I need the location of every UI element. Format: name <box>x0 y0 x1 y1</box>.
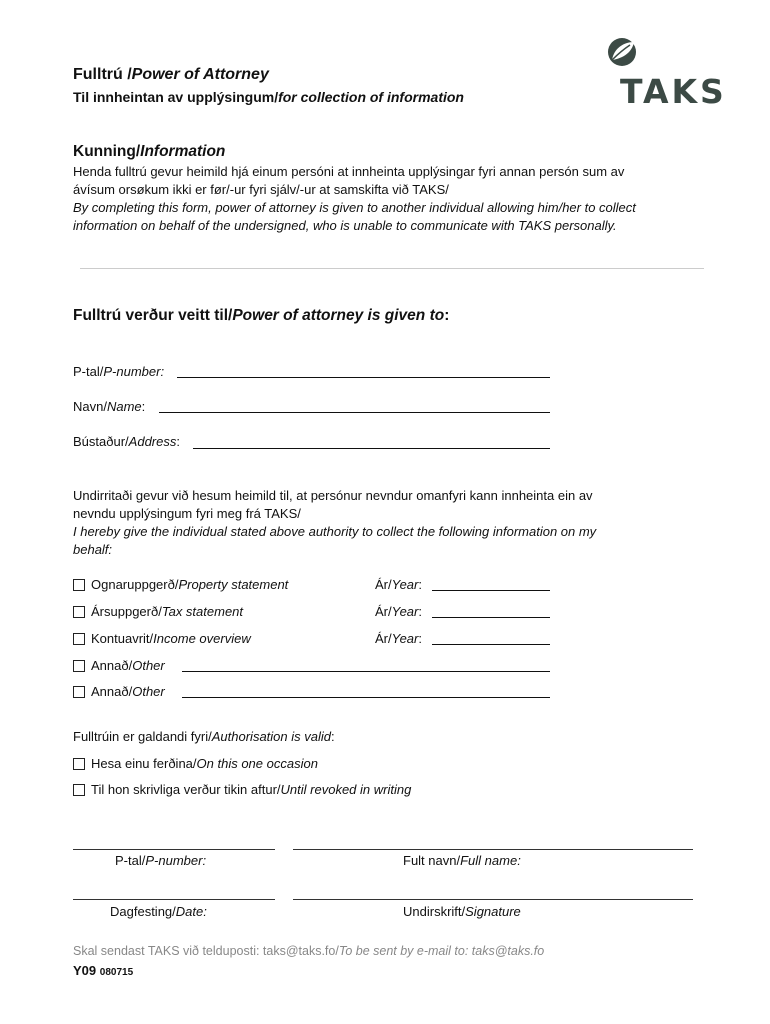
sig-signature-en: Signature <box>465 904 521 919</box>
option-other-1-is: Annað <box>91 658 129 673</box>
given-to-heading-en: Power of attorney is given to <box>232 307 445 324</box>
pnumber-field[interactable] <box>177 377 550 378</box>
year-en-1: Year <box>391 577 419 592</box>
pnumber-label-is: P-tal <box>73 364 100 379</box>
checkbox-other-1[interactable] <box>73 660 85 672</box>
option-property-en: Property statement <box>178 577 289 592</box>
info-line-3: By completing this form, power of attorney is given to another individual allowing him/her to collect <box>73 200 636 215</box>
footer-send-en: To be sent by e-mail to: taks@taks.fo <box>338 944 545 958</box>
title-en: Power of Attorney <box>131 66 269 83</box>
given-to-heading: Fulltrú verður veitt til/Power of attorney is given to: <box>73 307 450 324</box>
option-income-en: Income overview <box>153 631 251 646</box>
other-field-2[interactable] <box>182 697 550 698</box>
validity-option-2: Til hon skrivliga verður tikin aftur/Until revoked in writing <box>73 782 411 797</box>
year-is-1: Ár <box>375 577 388 592</box>
validity-label: Fulltrúin er galdandi fyri/Authorisation is valid: <box>73 729 335 744</box>
other-field-1[interactable] <box>182 671 550 672</box>
name-field[interactable] <box>159 412 550 413</box>
validity-option-1: Hesa einu ferðina/On this one occasion <box>73 756 318 771</box>
option-other-2-en: Other <box>132 684 165 699</box>
pnumber-label: P-tal/P-number: <box>73 364 165 379</box>
validity-label-is: Fulltrúin er galdandi fyri <box>73 729 209 744</box>
option-tax-is: Ársuppgerð <box>91 604 159 619</box>
option-income: Kontuavrit/Income overview <box>73 631 251 646</box>
year-is-3: Ár <box>375 631 388 646</box>
info-heading-en: Information <box>140 143 226 160</box>
checkbox-property[interactable] <box>73 579 85 591</box>
info-line-4: information on behalf of the undersigned, who is unable to communicate with TAKS personally. <box>73 218 617 233</box>
year-label-1: Ár/Year: <box>375 577 422 592</box>
form-code <box>73 963 133 978</box>
option-property-is: Ognaruppgerð <box>91 577 175 592</box>
address-field[interactable] <box>193 448 550 449</box>
info-text <box>73 163 753 235</box>
subtitle-is: Til innheintan av upplýsingum <box>73 89 275 105</box>
year-en-2: Year <box>391 604 419 619</box>
checkbox-other-2[interactable] <box>73 686 85 698</box>
pnumber-label-en: P-number: <box>103 364 165 379</box>
info-heading: Kunning/Information <box>73 143 226 160</box>
option-other-1: Annað/Other <box>73 658 165 673</box>
authority-line-1: Undirritaði gevur við hesum heimild til, at persónur nevndur omanfyri kann innheinta ein av <box>73 488 593 503</box>
info-line-2: ávísum orsøkum ikki er før/-ur fyri sjálv/-ur at samskifta við TAKS/ <box>73 182 449 197</box>
option-property: Ognaruppgerð/Property statement <box>73 577 288 592</box>
checkbox-until-revoked[interactable] <box>73 784 85 796</box>
form-title: Fulltrú /Power of Attorney <box>73 66 269 83</box>
sig-pnumber-en: P-number: <box>145 853 207 868</box>
sig-pnumber-line[interactable] <box>73 849 275 850</box>
checkbox-income[interactable] <box>73 633 85 645</box>
address-label-is: Bústaður <box>73 434 126 449</box>
name-label-is: Navn <box>73 399 104 414</box>
validity-label-en: Authorisation is valid <box>211 729 331 744</box>
sig-date-is: Dagfesting <box>110 904 173 919</box>
sig-fullname-en: Full name: <box>460 853 521 868</box>
address-label-en: Address <box>128 434 177 449</box>
authority-line-3: I hereby give the individual stated above authority to collect the following information on my <box>73 524 597 539</box>
taks-logo <box>598 36 738 111</box>
sig-date-en: Date: <box>175 904 207 919</box>
sig-date-line[interactable] <box>73 899 275 900</box>
title-is: Fulltrú <box>73 66 123 83</box>
sig-fullname-line[interactable] <box>293 849 693 850</box>
sig-pnumber-is: P-tal <box>115 853 142 868</box>
info-heading-is: Kunning <box>73 143 136 160</box>
sig-signature-is: Undirskrift <box>403 904 462 919</box>
authority-line-4: behalf: <box>73 542 113 557</box>
checkbox-one-occasion[interactable] <box>73 758 85 770</box>
authority-line-2: nevndu upplýsingum fyri meg frá TAKS/ <box>73 506 301 521</box>
option-other-2: Annað/Other <box>73 684 165 699</box>
year-field-2[interactable] <box>432 617 550 618</box>
sig-signature-label: Undirskrift/Signature <box>403 904 521 919</box>
form-subtitle: Til innheintan av upplýsingum/for collection of information <box>73 89 464 105</box>
form-code-main: Y09 <box>73 963 97 978</box>
option-tax-en: Tax statement <box>161 604 244 619</box>
year-label-3: Ár/Year: <box>375 631 422 646</box>
footer-send-is: Skal sendast TAKS við telduposti: taks@taks.fo <box>73 944 336 958</box>
subtitle-en: for collection of information <box>278 89 464 105</box>
sig-signature-line[interactable] <box>293 899 693 900</box>
validity-opt2-is: Til hon skrivliga verður tikin aftur <box>91 782 277 797</box>
option-income-is: Kontuavrit <box>91 631 150 646</box>
year-field-1[interactable] <box>432 590 550 591</box>
divider <box>80 268 704 269</box>
sig-fullname-is: Fult navn <box>403 853 457 868</box>
name-label: Navn/Name: <box>73 399 146 414</box>
form-version: 080715 <box>99 967 134 978</box>
sig-pnumber-label: P-tal/P-number: <box>115 853 207 868</box>
checkbox-tax[interactable] <box>73 606 85 618</box>
validity-opt1-is: Hesa einu ferðina <box>91 756 193 771</box>
validity-opt2-en: Until revoked in writing <box>280 782 412 797</box>
name-label-en: Name <box>106 399 142 414</box>
option-tax: Ársuppgerð/Tax statement <box>73 604 243 619</box>
sig-date-label: Dagfesting/Date: <box>110 904 207 919</box>
year-en-3: Year <box>391 631 419 646</box>
year-label-2: Ár/Year: <box>375 604 422 619</box>
authority-text <box>73 487 753 559</box>
address-label: Bústaður/Address: <box>73 434 180 449</box>
logo-text: TAKS <box>620 72 727 111</box>
option-other-1-en: Other <box>132 658 165 673</box>
validity-opt1-en: On this one occasion <box>196 756 318 771</box>
sig-fullname-label: Fult navn/Full name: <box>403 853 521 868</box>
info-line-1: Henda fulltrú gevur heimild hjá einum persóni at innheinta upplýsingar fyri annan persón sum av <box>73 164 625 179</box>
footer-send-note: Skal sendast TAKS við telduposti: taks@taks.fo/To be sent by e-mail to: taks@taks.fo <box>73 944 545 958</box>
year-field-3[interactable] <box>432 644 550 645</box>
option-other-2-is: Annað <box>91 684 129 699</box>
given-to-heading-is: Fulltrú verður veitt til <box>73 307 229 324</box>
year-is-2: Ár <box>375 604 388 619</box>
